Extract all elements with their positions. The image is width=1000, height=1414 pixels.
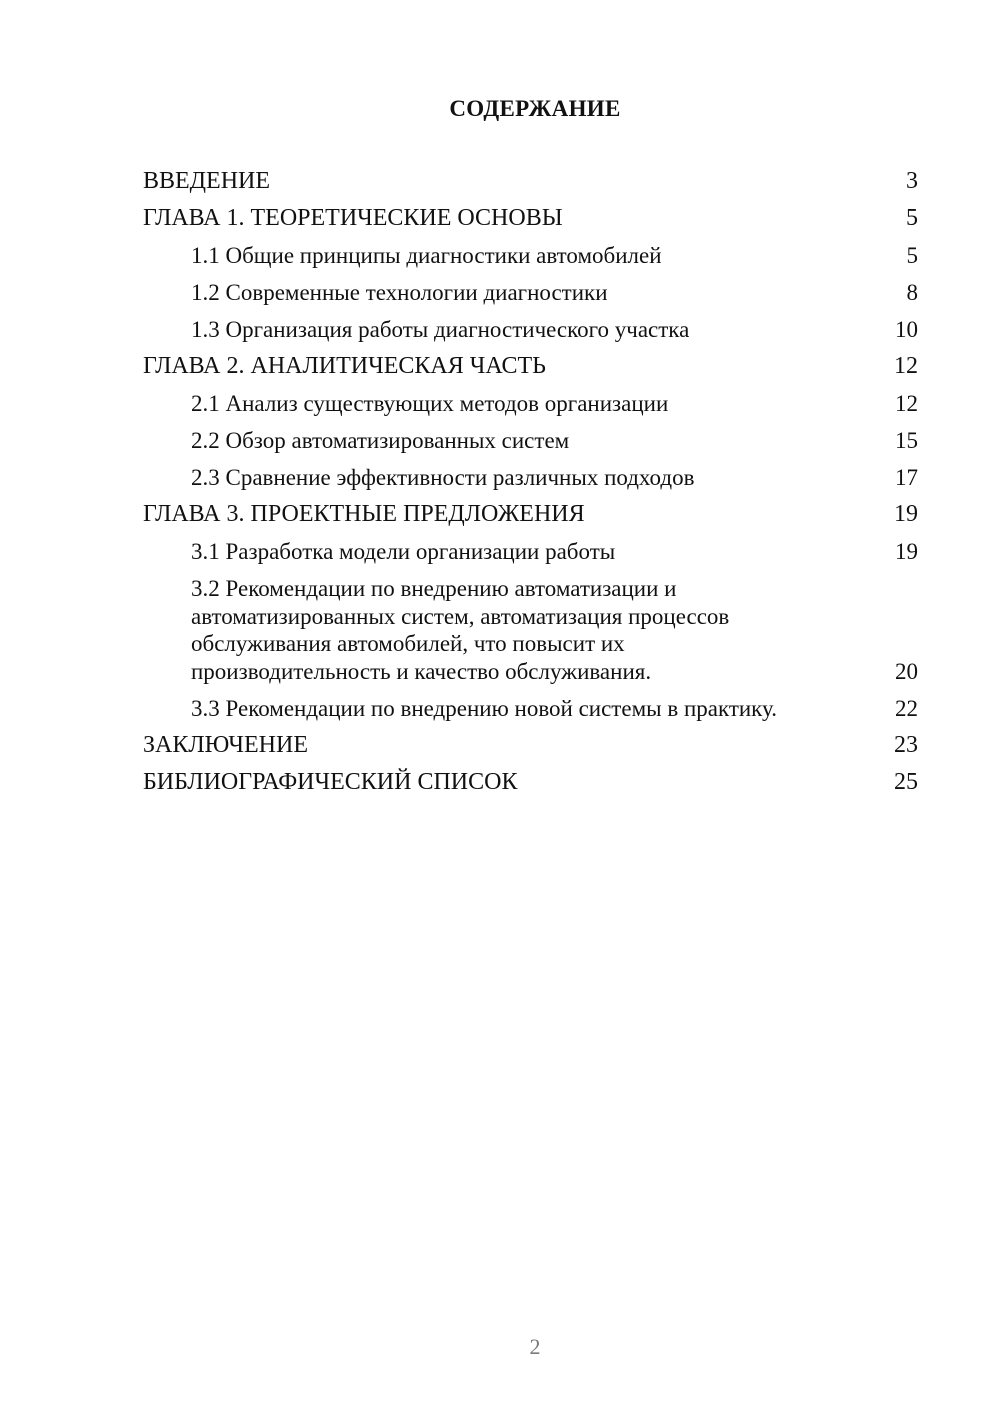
toc-entry-section-3-1[interactable]	[143, 538, 918, 566]
toc-entry-label: 1.3 Организация работы диагностического участка	[191, 317, 690, 342]
toc-entry-label: ГЛАВА 2. АНАЛИТИЧЕСКАЯ ЧАСТЬ	[143, 353, 546, 379]
toc-entry-label: ГЛАВА 3. ПРОЕКТНЫЕ ПРЕДЛОЖЕНИЯ	[143, 501, 585, 527]
toc-entry-label: 2.2 Обзор автоматизированных систем	[191, 428, 570, 453]
toc-entry-chapter-3[interactable]	[143, 501, 918, 529]
toc-entry-page: 23	[894, 731, 918, 758]
toc-entry-chapter-1[interactable]	[143, 205, 918, 233]
toc-entry-page: 19	[895, 539, 918, 564]
toc-entry-page: 15	[895, 428, 918, 453]
toc-entry-page: 17	[895, 465, 918, 490]
toc-entry-page: 22	[895, 695, 918, 721]
toc-entry-label: ЗАКЛЮЧЕНИЕ	[143, 731, 308, 758]
toc-entry-section-2-1[interactable]	[143, 390, 918, 418]
toc-entry-label: 2.3 Сравнение эффективности различных подходов	[191, 465, 695, 490]
toc-entry-page: 12	[894, 353, 918, 379]
toc-entry-section-3-2[interactable]	[143, 575, 918, 685]
toc-entry-page: 25	[894, 768, 918, 795]
toc-entry-page: 5	[906, 205, 918, 231]
toc-entry-label: 2.1 Анализ существующих методов организации	[191, 391, 669, 416]
toc-entry-page: 5	[906, 243, 918, 268]
toc-entry-section-2-2[interactable]	[143, 427, 918, 455]
toc-entry-label: 3.3 Рекомендации по внедрению новой системы в практику.	[191, 695, 777, 721]
page-number: 2	[529, 1334, 541, 1359]
toc-entry-section-3-3[interactable]	[143, 695, 918, 723]
toc-entry-page: 3	[906, 168, 918, 194]
toc-entry-section-1-2[interactable]	[143, 279, 918, 307]
toc-entry-label: 1.2 Современные технологии диагностики	[191, 280, 608, 305]
toc-entry-label: 3.1 Разработка модели организации работы	[191, 539, 616, 564]
toc-entry-label: БИБЛИОГРАФИЧЕСКИЙ СПИСОК	[143, 768, 518, 795]
toc-entry-bibliography[interactable]	[143, 769, 918, 797]
toc-entry-page: 19	[894, 501, 918, 527]
toc-entry-page: 10	[895, 317, 918, 342]
toc-entry-label: ВВЕДЕНИЕ	[143, 168, 271, 194]
toc-entry-label: ГЛАВА 1. ТЕОРЕТИЧЕСКИЕ ОСНОВЫ	[143, 205, 563, 231]
toc-entry-label: 3.2 Рекомендации по внедрению автоматизации и автоматизированных систем, автоматизация процессов обслуживания автомобилей, что повысит их производительность и качество обслуживания.	[191, 576, 730, 684]
toc-entry-section-1-1[interactable]	[143, 242, 918, 270]
toc-entry-page: 12	[895, 391, 918, 416]
toc-entry-section-2-3[interactable]	[143, 464, 918, 492]
toc-entry-label: 1.1 Общие принципы диагностики автомобилей	[191, 243, 662, 268]
toc-entry-page: 8	[906, 280, 918, 305]
toc-entry-section-1-3[interactable]	[143, 316, 918, 344]
table-of-contents	[143, 168, 918, 806]
toc-entry-page: 20	[895, 658, 918, 684]
toc-entry-introduction[interactable]	[143, 168, 918, 196]
toc-entry-conclusion[interactable]	[143, 732, 918, 760]
toc-entry-chapter-2[interactable]	[143, 353, 918, 381]
page-title: СОДЕРЖАНИЕ	[449, 96, 621, 121]
